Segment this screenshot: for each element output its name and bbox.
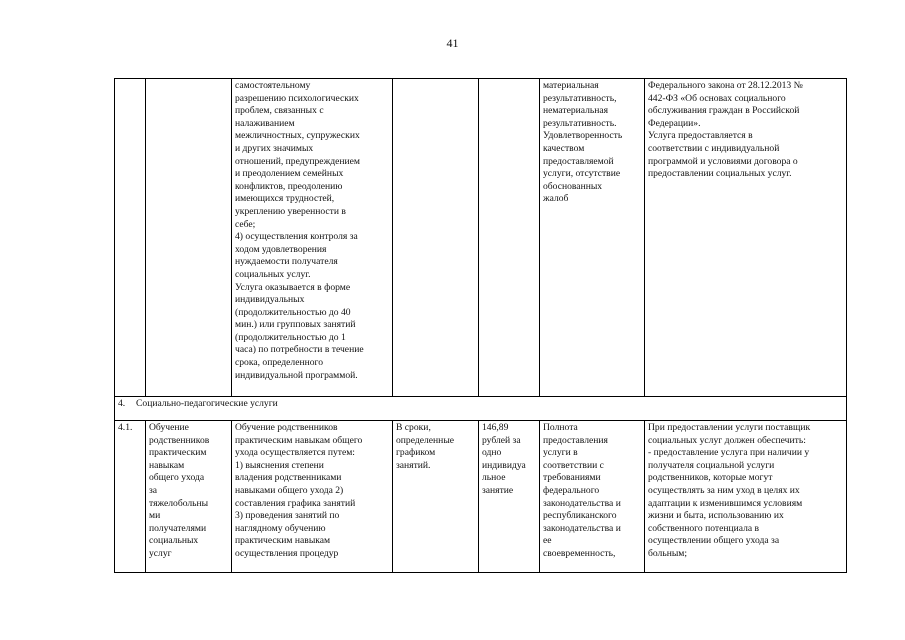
cell-number: 4.1. <box>115 421 146 573</box>
section-title: Социально-педагогические услуги <box>136 398 278 409</box>
cell-quality-indicators: Полнота предоставления услуги в соответствии с требованиями федерального законодательства и республиканского законодательства и ее своевременность, <box>540 421 645 573</box>
page-number: 41 <box>446 36 459 50</box>
services-table <box>114 78 847 573</box>
cell-quality-indicators: материальная результативность, нематериальная результативность. Удовлетворенность качеством предоставляемой услуги, отсутствие обоснованных жалоб <box>540 79 645 397</box>
cell-service-description: самостоятельному разрешению психологических проблем, связанных с налаживанием межличностных, супружеских и других значимых отношений, предупреждением и преодолением семейных конфликтов, преодолению имеющихся трудностей, укреплению уверенности в себе; 4) осуществления контроля за ходом удовлетворения нуждаемости получателя социальных услуг. Услуга оказывается в форме индивидуальных (продолжительностью до 40 мин.) или групповых занятий (продолжительностью до 1 часа) по потребности в течение срока, определенного индивидуальной программой. <box>232 79 393 397</box>
cell-service-description: Обучение родственников практическим навыкам общего ухода осуществляется путем: 1) выяснения степени владения родственниками навыками общего ухода 2) составления графика занятий 3) проведения занятий по наглядному обучению практическим навыкам осуществления процедур <box>232 421 393 573</box>
table-row-service <box>115 421 847 573</box>
cell-service-name <box>146 79 232 397</box>
section-header <box>115 397 847 421</box>
cell-service-terms <box>393 79 479 397</box>
cell-service-tariff: 146,89 рублей за одно индивидуа льное занятие <box>479 421 540 573</box>
cell-service-conditions: Федерального закона от 28.12.2013 № 442-ФЗ «Об основах социального обслуживания граждан в Российской Федерации». Услуга предоставляется в соответствии с индивидуальной программой и условиями договора о предоставлении социальных услуг. <box>645 79 847 397</box>
table-row-continuation <box>115 79 847 397</box>
table-row-section <box>115 397 847 421</box>
cell-service-name: Обучение родственников практическим навыкам общего ухода за тяжелобольны ми получателями социальных услуг <box>146 421 232 573</box>
cell-service-terms: В сроки, определенные графиком занятий. <box>393 421 479 573</box>
cell-number <box>115 79 146 397</box>
cell-service-tariff <box>479 79 540 397</box>
section-number: 4. <box>118 398 126 409</box>
cell-service-conditions: При предоставлении услуги поставщик социальных услуг должен обеспечить: - предоставление услуга при наличии у получателя социальной услуги родственников, которые могут осуществлять за ним уход в целях их адаптации к изменившимся условиям жизни и быта, использованию их собственного потенциала в осуществлении общего ухода за больным; <box>645 421 847 573</box>
